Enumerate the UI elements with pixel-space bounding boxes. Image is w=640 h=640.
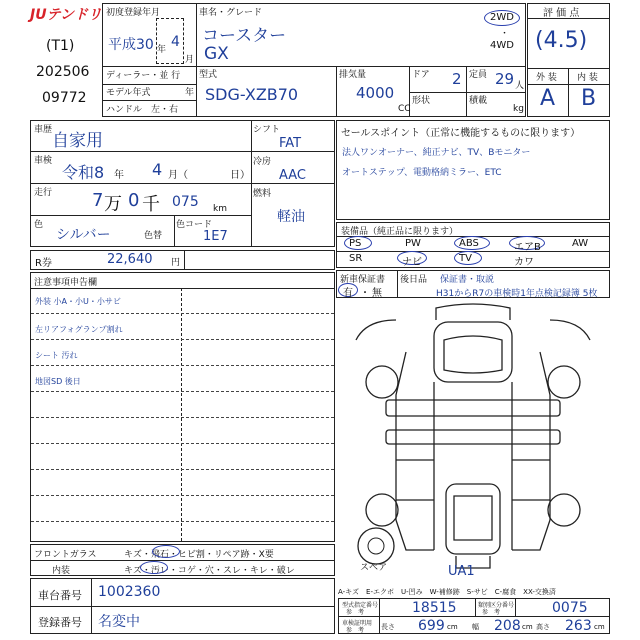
- length-unit: cm: [447, 623, 458, 631]
- dims-sub: 参 考: [346, 627, 365, 634]
- first-reg-year-unit: 年: [157, 45, 167, 55]
- equip-pw: PW: [405, 238, 421, 249]
- records-note: H31からR7の車検時1年点検記録簿 5枚: [436, 289, 598, 299]
- ac-value: AAC: [279, 168, 306, 183]
- type-value: SDG-XZB70: [205, 85, 299, 104]
- first-reg-month-unit: 月: [185, 55, 195, 65]
- note-line-1: 外装 小A・小U・小サビ: [35, 297, 121, 306]
- interior-cond-label: 内装: [52, 566, 71, 576]
- color-value: シルバー: [56, 227, 111, 243]
- shape-label: 形状: [412, 96, 431, 106]
- warranty-yes: 有: [343, 288, 353, 299]
- mileage-man-unit: 万: [104, 194, 122, 215]
- equip-navi: ナビ: [402, 257, 422, 268]
- mileage-label: 走行: [34, 188, 53, 198]
- door-value: 2: [452, 70, 462, 88]
- car-damage-diagram: [336, 300, 610, 582]
- exterior-label: 外 装: [536, 73, 557, 83]
- model-year-unit: 年: [185, 88, 195, 98]
- model-spec-label: 型式指定番号: [342, 602, 379, 609]
- width-value: 208: [494, 618, 521, 634]
- capacity-unit: 人: [515, 81, 525, 91]
- width-unit: cm: [522, 623, 533, 631]
- recycle-value: 22,640: [107, 252, 153, 267]
- car-grade: GX: [204, 44, 229, 64]
- vehicle-info-box: [102, 3, 526, 117]
- displacement-label: 排気量: [339, 70, 367, 80]
- auction-logo: JUテンドリ: [30, 7, 102, 23]
- damage-mark-ua1: UA1: [448, 564, 475, 579]
- ac-label: 冷房: [253, 157, 272, 167]
- equip-airbag: エアB: [514, 242, 541, 253]
- spare-label: スペア: [360, 563, 388, 573]
- shaken-month: 4: [152, 160, 163, 179]
- length-value: 699: [418, 618, 445, 634]
- first-reg-month: 4: [171, 34, 180, 50]
- damage-legend: A-キズ E-エクボ U-凹み W-補修跡 S-サビ C-腐食 XX-交換済: [338, 588, 556, 596]
- regnum-label: 登録番号: [38, 616, 82, 629]
- displacement-unit: CC: [398, 104, 411, 114]
- color-change-label: 色替: [144, 231, 163, 241]
- equip-tv: TV: [459, 253, 472, 264]
- sales-point-line2: オートステップ、電動格納ミラー、ETC: [342, 168, 502, 178]
- recycle-box: [30, 250, 335, 270]
- lot-number-1: 202506: [36, 64, 90, 80]
- sales-point-line1: 法人ワンオーナー、純正ナビ、TV、Bモニター: [342, 148, 531, 158]
- sales-point-label: セールスポイント（正常に機能するものに限ります）: [341, 128, 581, 139]
- regnum-value: 名変中: [98, 614, 140, 630]
- type-label: 型式: [199, 70, 218, 80]
- lot-number-2: 09772: [42, 90, 87, 106]
- model-spec-value: 18515: [412, 600, 457, 616]
- mileage-man: 7: [92, 190, 104, 211]
- note-line-3: シート 汚れ: [35, 351, 78, 360]
- front-glass-value: キズ・飛石・ヒビ割・リペア跡・X要: [124, 550, 274, 560]
- equip-ps: PS: [349, 238, 362, 249]
- capacity-value: 29: [495, 70, 515, 88]
- score-label: 評 価 点: [543, 8, 580, 19]
- note-line-2: 左リアフォグランプ割れ: [35, 325, 123, 334]
- drive-4wd: 4WD: [490, 40, 514, 51]
- mileage-sen: 0: [128, 190, 140, 211]
- first-reg-era: 平成30: [108, 37, 154, 53]
- equip-sr: SR: [349, 253, 363, 264]
- warranty-no: 無: [372, 288, 382, 299]
- usage-label: 車歴: [34, 125, 53, 135]
- dealer-label: ディーラー・並 行: [106, 71, 181, 81]
- shaken-label: 車検: [34, 156, 53, 166]
- handle-label: ハンドル 左・右: [106, 105, 179, 115]
- interior-cond-value: キズ・汚レ・コゲ・穴・スレ・キレ・破レ: [124, 566, 295, 576]
- mileage-unit: km: [213, 204, 227, 214]
- mileage-sen-unit: 千: [142, 194, 160, 215]
- lane-code: (T1): [46, 38, 75, 54]
- notes-label: 注意事項申告欄: [34, 278, 98, 288]
- first-reg-label: 初度登録年月: [106, 8, 161, 18]
- interior-label: 内 装: [577, 73, 598, 83]
- drive-dot: ・: [500, 29, 510, 39]
- mileage-rest: 075: [172, 194, 199, 210]
- recycle-label: R券: [35, 258, 52, 269]
- equip-aw: AW: [572, 238, 589, 249]
- records-value: 保証書・取説: [440, 275, 495, 285]
- color-code-label: 色コード: [176, 220, 213, 230]
- color-code-value: 1E7: [203, 229, 228, 244]
- shaken-year-unit: 年: [114, 170, 124, 181]
- capacity-label: 定員: [469, 70, 488, 80]
- class-spec-sub: 参 考: [482, 609, 501, 616]
- records-label: 後日品: [400, 275, 428, 285]
- height-value: 263: [565, 618, 592, 634]
- load-unit: kg: [513, 104, 524, 114]
- displacement-value: 4000: [356, 84, 395, 102]
- class-spec-value: 0075: [552, 600, 588, 616]
- interior-grade: B: [581, 86, 597, 111]
- shaken-month-unit: 月（: [168, 170, 188, 181]
- model-spec-sub: 参 考: [346, 609, 365, 616]
- recycle-unit: 円: [171, 258, 181, 268]
- shift-label: シフト: [253, 125, 281, 135]
- fuel-label: 燃料: [253, 189, 272, 199]
- load-label: 積載: [469, 96, 488, 106]
- warranty-dot: ・: [360, 288, 370, 299]
- door-label: ドア: [412, 70, 430, 80]
- exterior-grade: A: [540, 86, 556, 111]
- chassis-value: 1002360: [98, 584, 161, 600]
- shift-value: FAT: [279, 136, 302, 151]
- height-unit: cm: [594, 623, 605, 631]
- car-model: コースター: [202, 26, 287, 46]
- equip-abs: ABS: [459, 238, 479, 249]
- shaken-day-unit: 日）: [230, 170, 250, 181]
- fuel-value: 軽油: [277, 209, 305, 225]
- width-label: 幅: [472, 623, 479, 631]
- dims-label: 車検証明用: [342, 620, 373, 627]
- front-glass-label: フロントガラス: [34, 550, 97, 560]
- warranty-label: 新車保証書: [340, 275, 386, 285]
- equipment-label: 装備品（純正品に限ります）: [341, 227, 459, 237]
- length-label: 長さ: [381, 623, 395, 631]
- height-label: 高さ: [536, 623, 550, 631]
- model-year-label: モデル年式: [106, 88, 151, 98]
- color-label: 色: [34, 220, 44, 230]
- chassis-label: 車台番号: [38, 589, 82, 602]
- car-name-label: 車名・グレード: [199, 8, 263, 18]
- score-value: (4.5): [535, 28, 588, 53]
- class-spec-label: 類別区分番号: [478, 602, 515, 609]
- note-line-4: 地図SD 後日: [35, 377, 81, 386]
- equip-leather: カワ: [514, 257, 534, 268]
- shaken-era: 令和8: [62, 163, 105, 182]
- usage-value: 自家用: [52, 131, 103, 151]
- notes-box: [30, 272, 335, 542]
- drive-2wd: 2WD: [490, 12, 514, 23]
